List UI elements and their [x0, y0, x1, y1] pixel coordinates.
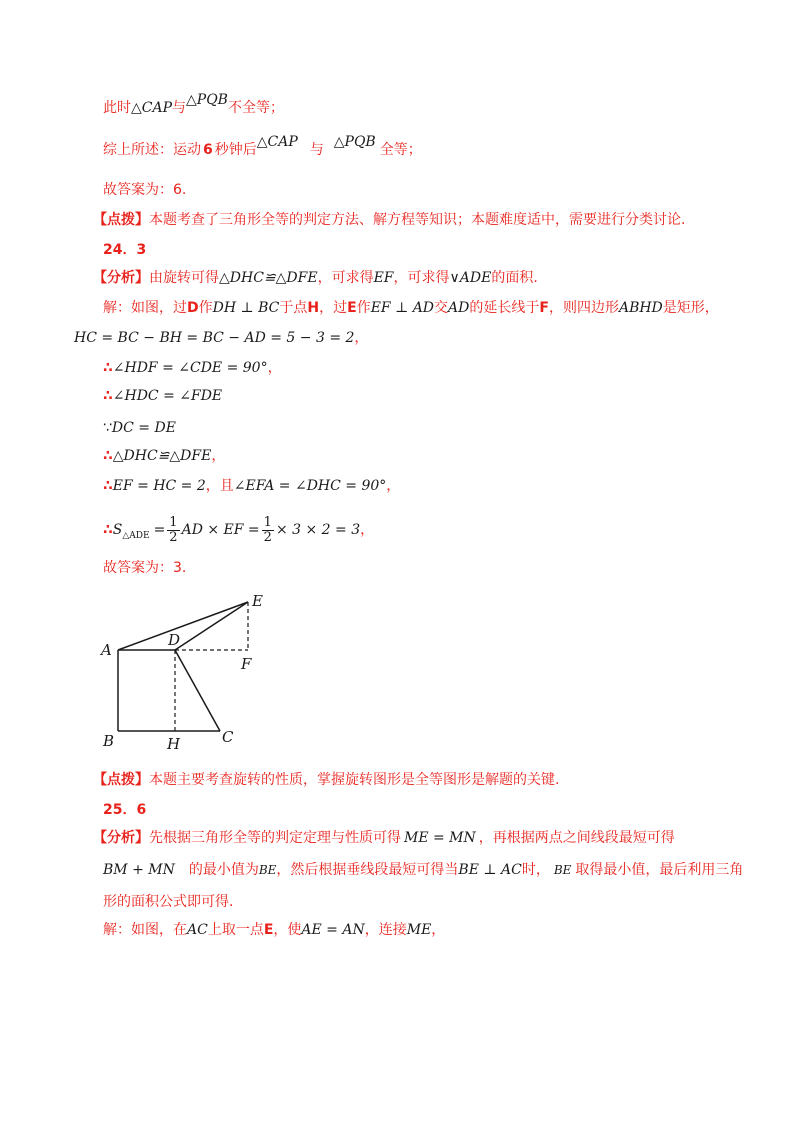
- math: AE = AN: [301, 922, 365, 938]
- solution-line-8: [103, 512, 374, 554]
- text: F: [539, 300, 549, 316]
- math: AC: [187, 922, 208, 938]
- line-dc: [175, 650, 220, 731]
- math: △DHC≌△DFE: [219, 270, 318, 286]
- math: EF ⊥ AD: [370, 300, 435, 316]
- analysis-line-3: [103, 860, 743, 880]
- text: ，: [386, 478, 401, 494]
- fraction-denominator: 2: [169, 529, 178, 545]
- label-c: C: [222, 728, 234, 746]
- text: 秒钟后: [214, 142, 257, 158]
- line-2: [103, 134, 422, 160]
- text: ，过: [319, 300, 348, 316]
- comment-line-2: [93, 770, 559, 790]
- text: ，可求得: [393, 270, 450, 286]
- text: ，: [354, 330, 369, 346]
- text: 本题考查了三角形全等的判定方法、解方程等知识；本题难度适中，需要进行分类讨论.: [149, 212, 686, 228]
- text: 解：如图，在: [103, 922, 187, 938]
- solution-line-2: [74, 328, 368, 348]
- math: S: [112, 522, 123, 538]
- geometry-figure: [95, 588, 285, 758]
- math: BE ⊥ AC: [458, 862, 522, 878]
- answer-line: 故答案为：6.: [103, 182, 187, 198]
- math: DC = DE: [111, 420, 176, 436]
- tag: 【点拨】: [93, 772, 149, 788]
- text: 的延长线于: [469, 300, 540, 316]
- text: E: [347, 300, 357, 316]
- label-h: H: [167, 735, 181, 753]
- line-1: [103, 92, 284, 118]
- analysis-line-2: [93, 828, 675, 848]
- text: ，: [431, 922, 446, 938]
- text: 是矩形，: [662, 300, 719, 316]
- math: ∠EFA = ∠DHC = 90°: [233, 478, 387, 494]
- math: ME: [406, 922, 432, 938]
- text: 解：如图，过: [103, 300, 187, 316]
- text: 由旋转可得: [149, 270, 219, 286]
- fraction: [262, 516, 274, 545]
- text: 于点: [279, 300, 308, 316]
- text: D: [187, 300, 199, 316]
- analysis-line-4: 形的面积公式即可得.: [103, 894, 234, 910]
- math: HC = BC − BH = BC − AD = 5 − 3 = 2: [74, 330, 355, 346]
- math-cap: △CAP: [256, 134, 298, 150]
- solution-line-25: [103, 920, 445, 940]
- math: ∠HDC = ∠FDE: [112, 388, 223, 404]
- math-cap: △CAP: [131, 100, 173, 116]
- tag: 【点拨】: [93, 212, 149, 228]
- text: 本题主要考查旋转的性质，掌握旋转图形是全等图形是解题的关键.: [149, 772, 560, 788]
- text: ，然后根据垂线段最短可得当: [276, 862, 459, 878]
- math: △ADE: [122, 531, 150, 541]
- text: ，使: [273, 922, 302, 938]
- text: ，再根据两点之间线段最短可得: [478, 830, 675, 846]
- math-pqb: △PQB: [186, 92, 228, 108]
- fraction-denominator: 2: [263, 529, 272, 545]
- label-f: F: [241, 655, 252, 673]
- tag: 【分析】: [93, 830, 149, 846]
- math: × 3 × 2 = 3: [275, 522, 361, 538]
- text: 与: [172, 100, 187, 116]
- text: H: [307, 300, 320, 316]
- label-d: D: [168, 631, 181, 649]
- text: ，: [211, 448, 226, 464]
- because-symbol: ∵: [103, 420, 112, 436]
- text: E: [263, 922, 274, 938]
- solution-line-1: [103, 298, 719, 318]
- math-pqb: △PQB: [333, 134, 376, 150]
- solution-line-3: [103, 358, 282, 378]
- line-de: [175, 602, 248, 650]
- number: 6: [203, 142, 213, 158]
- text: 上取一点: [207, 922, 264, 938]
- comment-line: [93, 210, 685, 230]
- math: ME = MN: [404, 830, 476, 846]
- label-b: B: [103, 732, 115, 750]
- fraction-numerator: 1: [263, 514, 272, 530]
- text: 交: [434, 300, 449, 316]
- analysis-line: [93, 268, 538, 288]
- math: △DHC≌△DFE: [112, 448, 212, 464]
- text: 不全等；: [227, 100, 284, 116]
- therefore-symbol: ∴: [103, 448, 113, 464]
- text: 与: [309, 142, 324, 158]
- math: ABHD: [618, 300, 663, 316]
- answer-line-2: 故答案为：3.: [103, 560, 187, 576]
- text: ，且: [205, 478, 234, 494]
- text: 时，: [521, 862, 550, 878]
- question-24: 24．3: [103, 242, 147, 258]
- math: BM + MN: [103, 862, 175, 878]
- math: BE: [258, 863, 277, 877]
- text: 作: [356, 300, 371, 316]
- label-a: A: [101, 641, 112, 659]
- question-25: 25．6: [103, 802, 147, 818]
- text: 的最小值为: [188, 862, 259, 878]
- text: 取得最小值，最后利用三角: [575, 862, 744, 878]
- fraction: [167, 516, 179, 545]
- math: EF = HC = 2: [112, 478, 206, 494]
- text: ，可求得: [317, 270, 374, 286]
- math: EF: [373, 270, 394, 286]
- text: ，: [267, 360, 282, 376]
- therefore-symbol: ∴: [103, 360, 113, 376]
- text: ，: [360, 522, 375, 538]
- math: ∠HDF = ∠CDE = 90°: [112, 360, 268, 376]
- text: ，则四边形: [548, 300, 619, 316]
- math: AD: [448, 300, 470, 316]
- text: 综上所述：运动: [103, 142, 201, 158]
- math: ∨ADE: [449, 270, 492, 286]
- therefore-symbol: ∴: [103, 522, 113, 538]
- solution-line-5: [103, 418, 176, 438]
- text: 先根据三角形全等的判定定理与性质可得: [149, 830, 401, 846]
- text: 此时: [103, 100, 131, 116]
- solution-line-6: [103, 446, 225, 466]
- math: DH ⊥ BC: [212, 300, 280, 316]
- fraction-numerator: 1: [169, 514, 178, 530]
- text: 的面积.: [491, 270, 538, 286]
- therefore-symbol: ∴: [103, 388, 113, 404]
- line-ae: [118, 602, 248, 650]
- solution-line-7: [103, 476, 400, 496]
- math: BE: [553, 863, 572, 877]
- therefore-symbol: ∴: [103, 478, 113, 494]
- text: ，连接: [364, 922, 407, 938]
- solution-line-4: [103, 386, 222, 406]
- math: =: [153, 522, 166, 538]
- math: AD × EF =: [181, 522, 260, 538]
- tag: 【分析】: [93, 270, 149, 286]
- text: 全等；: [379, 142, 422, 158]
- text: 作: [198, 300, 213, 316]
- label-e: E: [252, 592, 263, 610]
